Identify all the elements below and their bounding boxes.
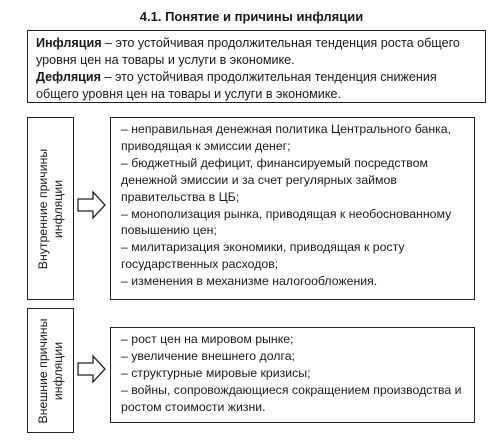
- list-item: – милитаризация экономики, приводящая к росту государственных расходов;: [121, 240, 405, 272]
- definition-inflation-text: – это устойчивая продолжительная тенденция роста общего уровня цен на товары и услуги в экономике.: [36, 36, 460, 67]
- external-causes-label-box: [27, 308, 74, 433]
- list-item: – увеличение внешнего долга;: [121, 348, 295, 363]
- list-item: – бюджетный дефицит, финансируемый посредством денежной эмиссии и за счет регулярных займов правительства в ЦБ;: [121, 155, 428, 204]
- definition-deflation-text: – это устойчивая продолжительная тенденция снижения общего уровня цен на товары и услуги в экономике.: [36, 70, 437, 101]
- external-arrow-icon: [77, 354, 107, 384]
- internal-causes-label-box: [27, 117, 74, 300]
- internal-causes-list: [121, 121, 468, 290]
- list-item: – структурные мировые кризисы;: [121, 365, 311, 380]
- section-title: 4.1. Понятие и причины инфляции: [139, 9, 364, 24]
- external-causes-list-box: [110, 327, 475, 423]
- definition-deflation: [36, 69, 477, 103]
- term-inflation: Инфляция: [36, 36, 102, 50]
- external-causes-list: [121, 331, 468, 416]
- list-item: – рост цен на мировом рынке;: [121, 332, 294, 346]
- term-deflation: Дефляция: [36, 70, 102, 84]
- internal-causes-list-box: [110, 117, 475, 300]
- list-item: – неправильная денежная политика Центрального банка, приводящая к эмиссии денег;: [121, 122, 452, 153]
- internal-arrow-icon: [77, 190, 107, 220]
- definition-inflation: [36, 35, 477, 69]
- definitions-box: [27, 30, 486, 103]
- list-item: – монополизация рынка, приводящая к необоснованному повышению цен;: [121, 206, 452, 238]
- internal-causes-label: Внутренние причины инфляции: [35, 148, 65, 269]
- external-causes-label: Внешние причины инфляции: [35, 318, 65, 423]
- list-item: – изменения в механизме налогообложения.: [121, 274, 378, 289]
- list-item: – войны, сопровождающиеся сокращением производства и ростом стоимости жизни.: [121, 382, 462, 414]
